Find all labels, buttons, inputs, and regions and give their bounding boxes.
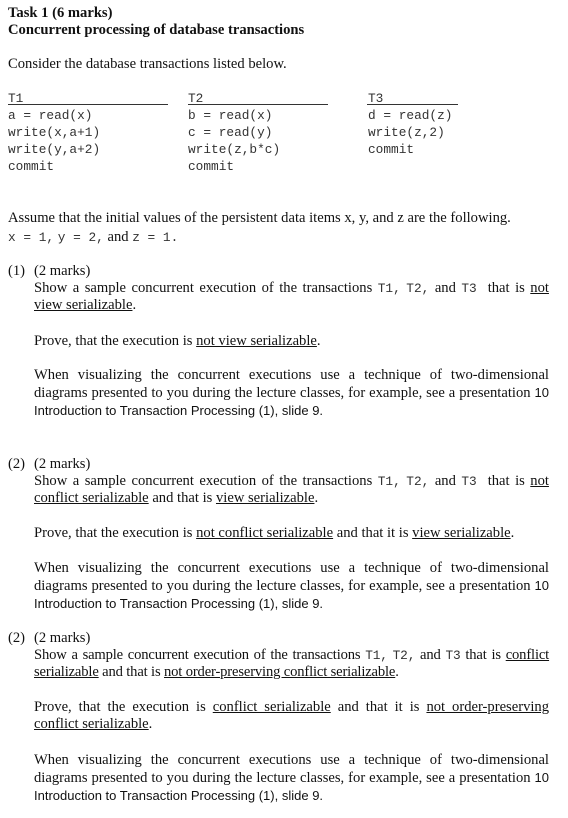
question-2-prove: Prove, that the execution is not conflict serializable and that it is view serializable. xyxy=(34,525,515,541)
question-1-prove: Prove, that the execution is not view serializable. xyxy=(34,333,321,349)
question-2-visualization-note: When visualizing the concurrent executions use a technique of two-dimensional diagrams presented to you during the lecture classes, for example, see a presentation 10 Introduction to Transaction Processing (1), slide 9. xyxy=(34,560,549,611)
operation-line: write(z,2) xyxy=(368,125,445,140)
operation-line: write(x,a+1) xyxy=(8,125,101,140)
question-2-marks: (2 marks) xyxy=(34,456,91,472)
operation-line: commit xyxy=(8,159,55,174)
initial-values xyxy=(8,229,178,246)
operation-line: commit xyxy=(368,142,415,157)
operation-line: b = read(x) xyxy=(188,108,273,123)
transaction-header: T1 xyxy=(8,91,24,106)
transaction-t3 xyxy=(368,90,452,158)
question-3-prove: Prove, that the execution is conflict serializable and that it is not order-preserving conflict serializable. xyxy=(34,699,550,732)
transaction-header: T3 xyxy=(368,91,384,106)
operation-line: commit xyxy=(188,159,235,174)
task-subtitle: Concurrent processing of database transactions xyxy=(8,22,305,38)
z-initial-value: z = 1. xyxy=(132,230,179,245)
question-3-task: Show a sample concurrent execution of the transactions T1, T2, and T3 that is conflict serializable and that is not order-preserving conflict serializable. xyxy=(34,647,550,680)
x-initial-value: x = 1, xyxy=(8,230,55,245)
question-3-number: (2) xyxy=(8,630,26,646)
operation-line: a = read(x) xyxy=(8,108,93,123)
transaction-header: T2 xyxy=(188,91,204,106)
question-1-number: (1) xyxy=(8,263,26,279)
transaction-t1 xyxy=(8,90,100,175)
question-1-marks: (2 marks) xyxy=(34,263,91,279)
question-3-visualization-note: When visualizing the concurrent executions use a technique of two-dimensional diagrams presented to you during the lecture classes, for example, see a presentation 10 Introduction to Transaction Processing (1), slide 9. xyxy=(34,752,549,803)
operation-line: write(z,b*c) xyxy=(188,142,281,157)
transaction-t2 xyxy=(188,90,280,175)
operation-line: d = read(z) xyxy=(368,108,453,123)
task-title: Task 1 (6 marks) xyxy=(8,5,113,21)
y-initial-value: y = 2, xyxy=(57,230,104,245)
question-2-number: (2) xyxy=(8,456,26,472)
question-1-task: Show a sample concurrent execution of the transactions T1, T2, and T3 that is not view serializable. xyxy=(34,280,549,313)
not-view-serializable-term: not view serializable xyxy=(34,280,549,313)
intro-text: Consider the database transactions listed below. xyxy=(8,56,287,72)
question-3-marks: (2 marks) xyxy=(34,630,91,646)
question-1-visualization-note: When visualizing the concurrent executions use a technique of two-dimensional diagrams presented to you during the lecture classes, for example, see a presentation 10 Introduction to Transaction Processing (1), slide 9. xyxy=(34,367,549,418)
operation-line: c = read(y) xyxy=(188,125,273,140)
question-2-task: Show a sample concurrent execution of the transactions T1, T2, and T3 that is not conflict serializable and that is view serializable. xyxy=(34,473,549,506)
and-word: and xyxy=(107,229,129,245)
assumption-line: Assume that the initial values of the persistent data items x, y, and z are the following. xyxy=(8,210,511,226)
operation-line: write(y,a+2) xyxy=(8,142,101,157)
